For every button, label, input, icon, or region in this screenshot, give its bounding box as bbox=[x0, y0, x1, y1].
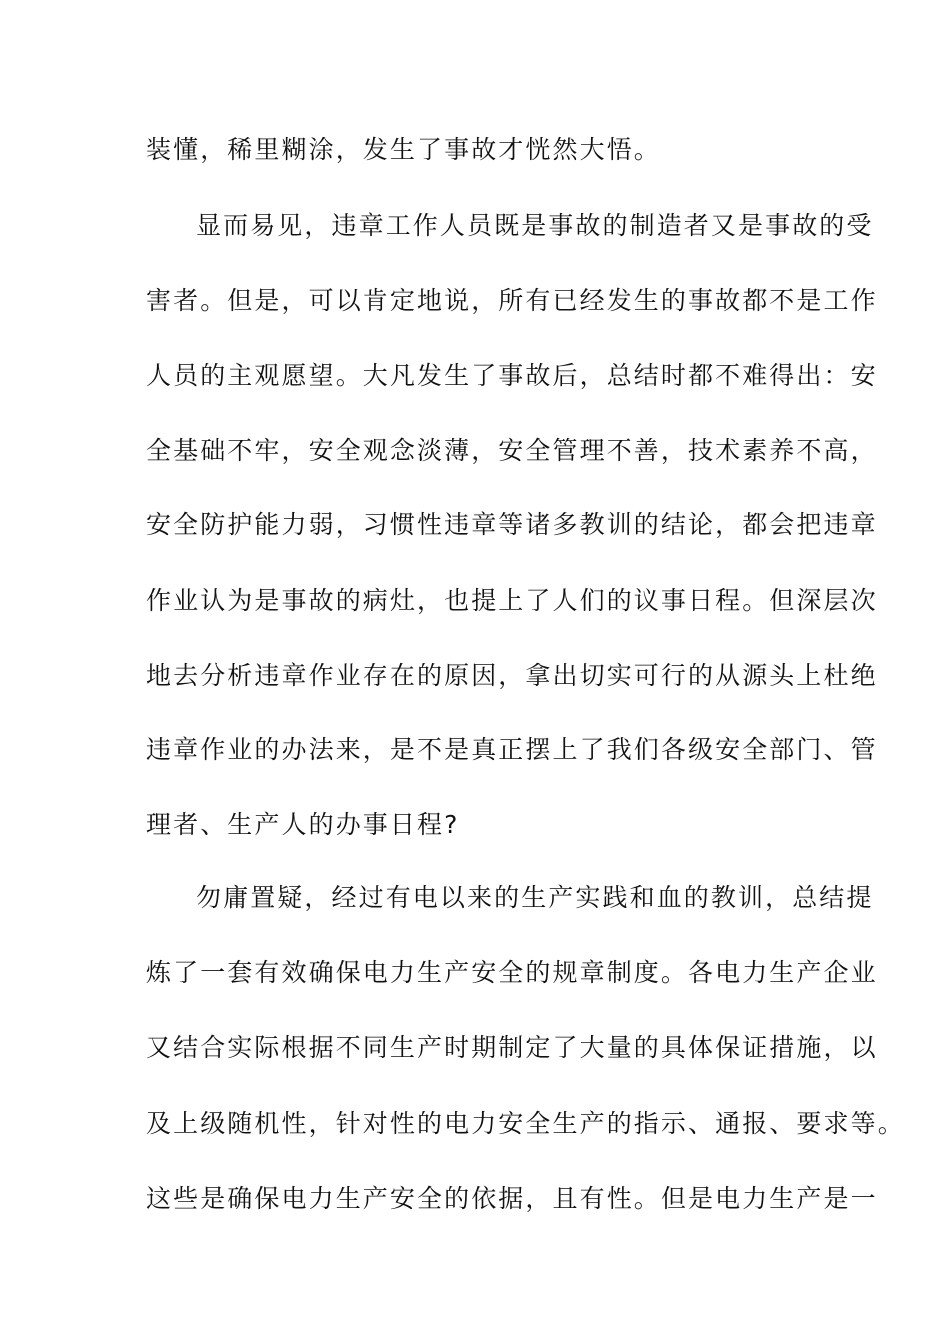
text-line: 害者。但是，可以肯定地说，所有已经发生的事故都不是工作 bbox=[146, 286, 878, 315]
text-line: 又结合实际根据不同生产时期制定了大量的具体保证措施，以 bbox=[146, 1033, 878, 1062]
text-line: 全基础不牢，安全观念淡薄，安全管理不善，技术素养不高， bbox=[146, 436, 878, 465]
text-line: 人员的主观愿望。大凡发生了事故后，总结时都不难得出：安 bbox=[146, 361, 878, 390]
text-line: 装懂，稀里糊涂，发生了事故才恍然大悟。 bbox=[146, 135, 661, 164]
text-line: 地去分析违章作业存在的原因，拿出切实可行的从源头上杜绝 bbox=[146, 661, 878, 690]
text-line: 理者、生产人的办事日程? bbox=[146, 810, 460, 839]
text-line: 违章作业的办法来，是不是真正摆上了我们各级安全部门、管 bbox=[146, 735, 878, 764]
text-line: 安全防护能力弱，习惯性违章等诸多教训的结论，都会把违章 bbox=[146, 510, 878, 539]
text-line: 炼了一套有效确保电力生产安全的规章制度。各电力生产企业 bbox=[146, 958, 878, 987]
paragraph-first-line: 勿庸置疑，经过有电以来的生产实践和血的教训，总结提 bbox=[196, 883, 874, 912]
text-line: 这些是确保电力生产安全的依据，且有性。但是电力生产是一 bbox=[146, 1184, 878, 1213]
text-line: 及上级随机性，针对性的电力安全生产的指示、通报、要求等。 bbox=[146, 1109, 905, 1138]
paragraph-first-line: 显而易见，违章工作人员既是事故的制造者又是事故的受 bbox=[196, 211, 874, 240]
text-line: 作业认为是事故的病灶，也提上了人们的议事日程。但深层次 bbox=[146, 586, 878, 615]
